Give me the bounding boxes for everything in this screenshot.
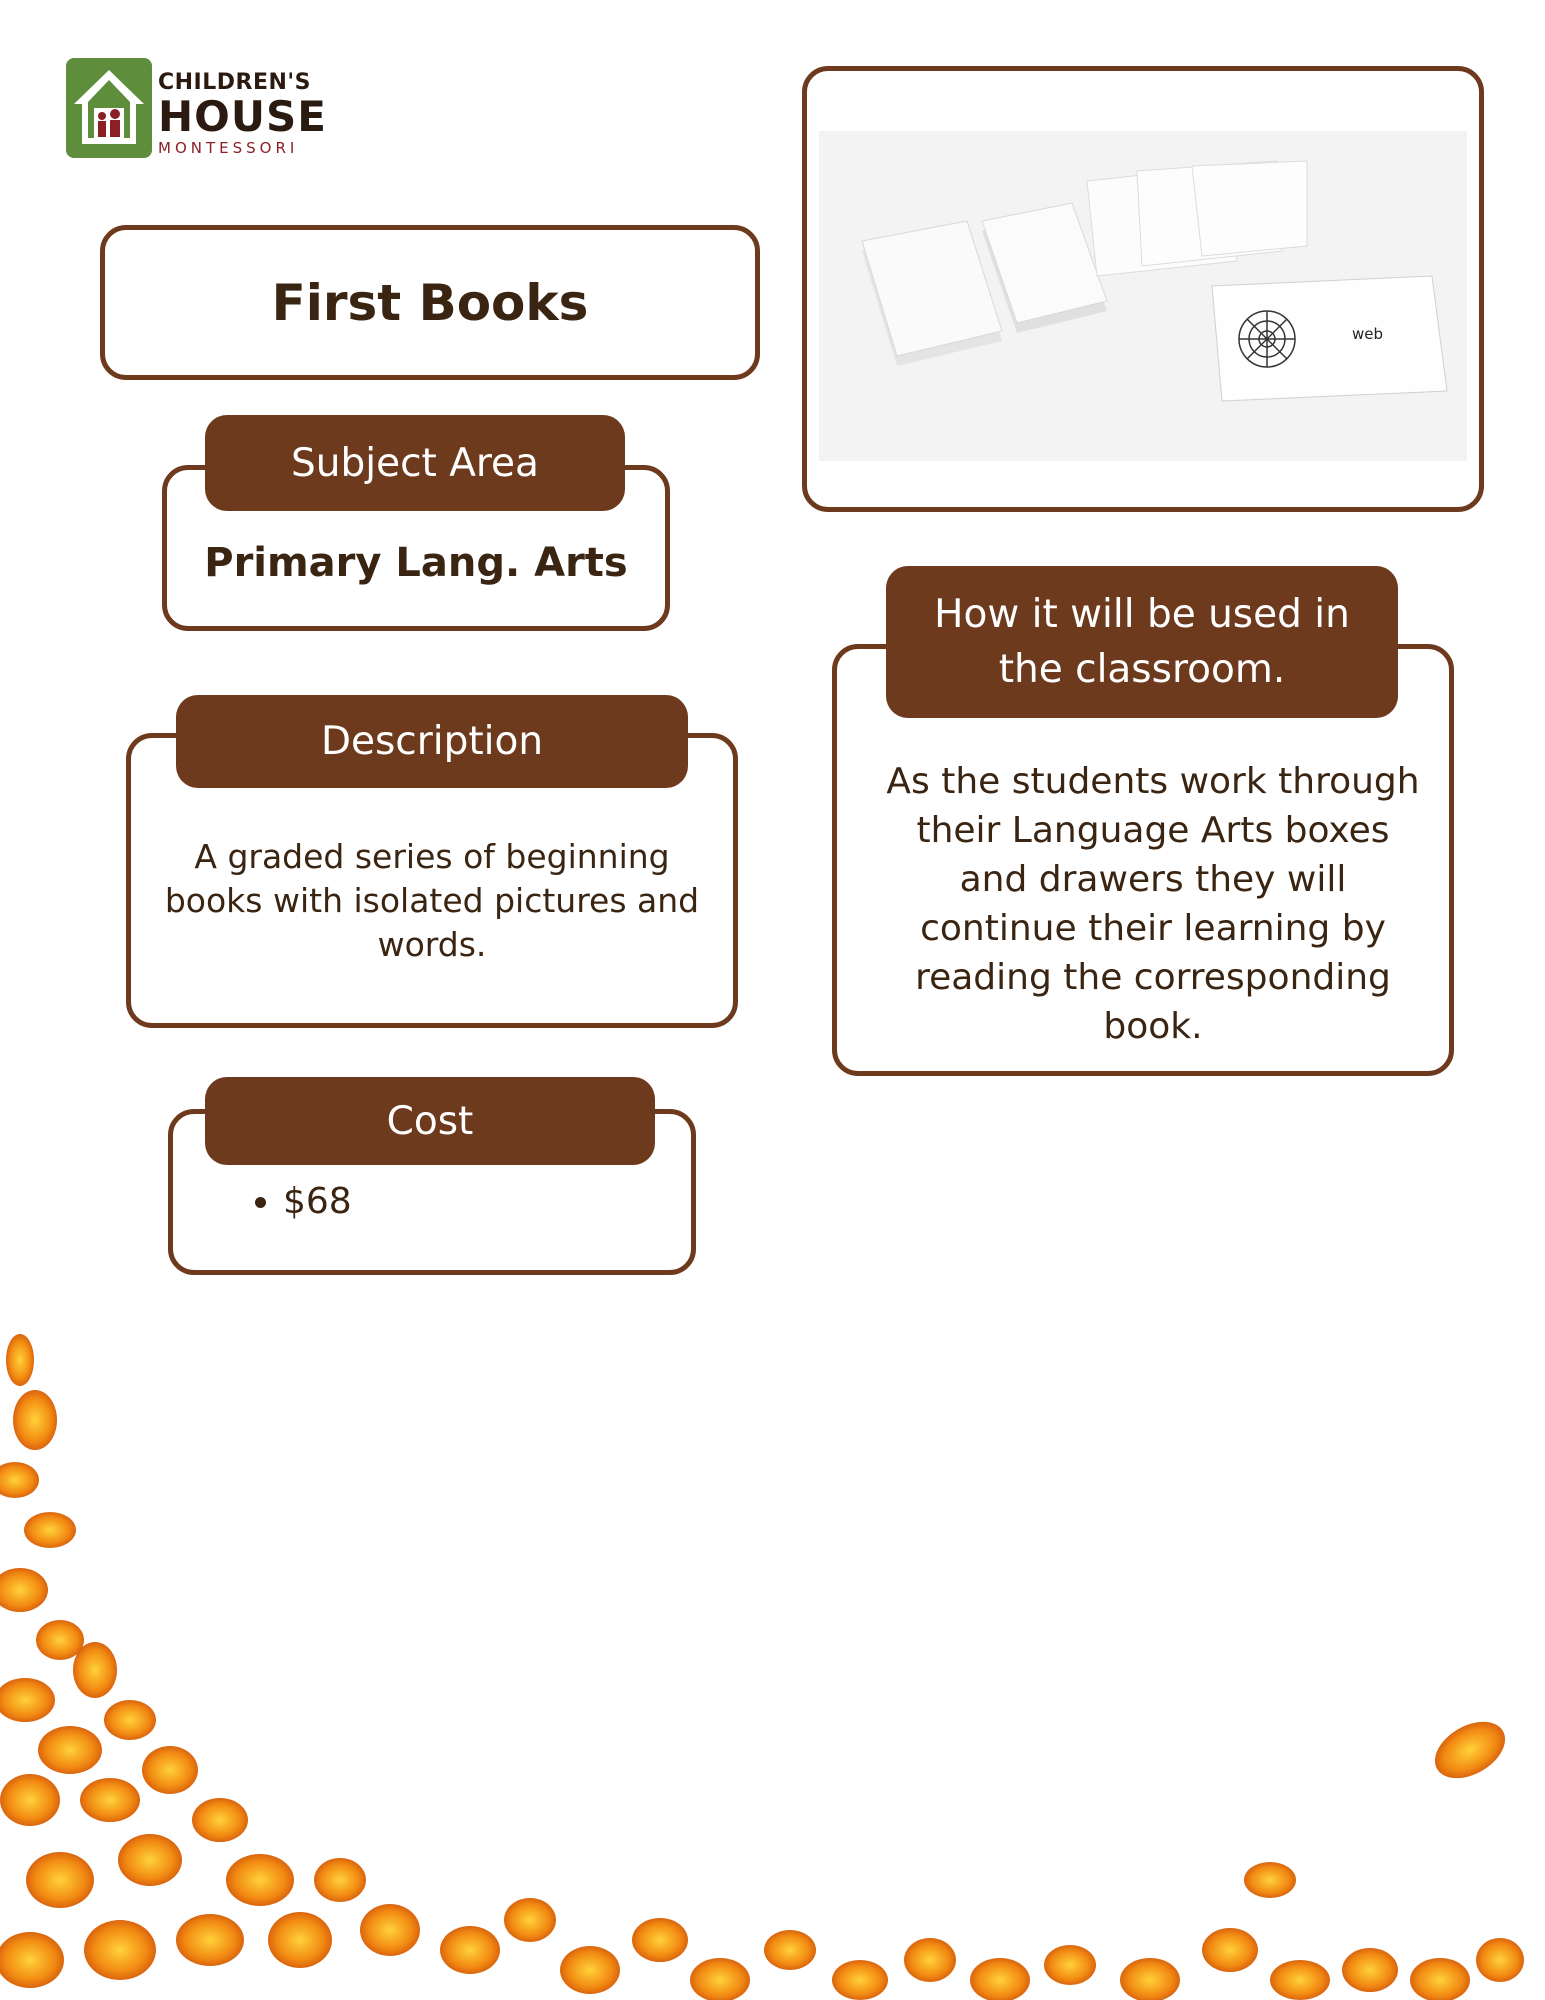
subject-value: Primary Lang. Arts (204, 540, 628, 586)
cost-item: • $68 (283, 1180, 352, 1224)
description-text: A graded series of beginning books with isolated pictures and words. (164, 837, 700, 964)
description-label: Description (176, 695, 688, 788)
usage-label: How it will be used in the classroom. (886, 566, 1398, 718)
logo-line-1: CHILDREN'S (158, 70, 311, 95)
card-word: web (1352, 325, 1384, 343)
cost-list (243, 1180, 352, 1224)
product-photo (807, 71, 1479, 507)
spider-web-icon (1239, 311, 1295, 367)
title-box (100, 225, 760, 380)
usage-text: As the students work through their Language Arts boxes and drawers they will continue their learning by reading the corresponding book. (886, 761, 1420, 1047)
page-title: First Books (271, 273, 589, 332)
logo-wordmark (158, 72, 327, 156)
logo-line-2: HOUSE (158, 92, 327, 141)
cost-label: Cost (205, 1077, 655, 1165)
product-image-frame (802, 66, 1484, 512)
autumn-leaves-decoration (0, 1320, 1545, 2000)
logo-icon (66, 58, 152, 158)
logo-line-3: MONTESSORI (158, 139, 299, 157)
subject-label: Subject Area (205, 415, 625, 511)
